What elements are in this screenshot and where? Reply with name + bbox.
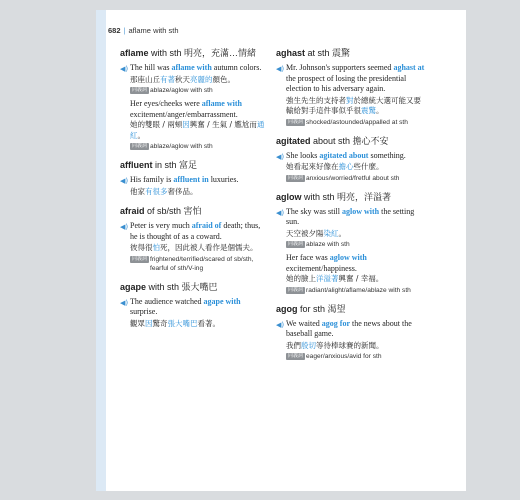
translation-text: 他家 — [130, 186, 145, 196]
similar-text: eager/anxious/avid for sth — [306, 353, 382, 360]
entry-headword — [276, 48, 426, 59]
example-keyword: agitated about — [319, 150, 369, 160]
example-sentence-2 — [276, 253, 426, 274]
example-keyword: aglow with — [342, 206, 380, 216]
headword: aghast — [276, 48, 306, 58]
headword-translation: 害怕 — [183, 206, 202, 216]
similar-text: anxious/worried/fretful about sth — [306, 174, 400, 182]
headword-pattern: of sb/sth — [144, 206, 184, 216]
example-sentence — [276, 319, 426, 340]
example-text: the prospect of losing the presidential election to his adversary again. — [286, 73, 407, 93]
headword: aglow — [276, 191, 302, 202]
dictionary-entry — [276, 304, 426, 362]
example-text: The hill was — [130, 63, 172, 72]
example-sentence-2 — [120, 99, 268, 120]
similar-expressions — [120, 86, 268, 95]
headword-pattern: with sth — [148, 48, 185, 58]
example-text: the news about the baseball game. — [286, 318, 412, 338]
headword-translation: 明亮，充滿…情緒 — [184, 48, 257, 58]
dictionary-entry — [276, 48, 426, 127]
speaker-icon[interactable]: ◀) — [120, 298, 129, 307]
example-sentence — [276, 63, 426, 95]
similar-badge: 同義詞 — [132, 143, 148, 149]
example-sentence — [120, 175, 268, 186]
translation-text: 強生先生的支持者 — [286, 95, 346, 105]
dictionary-page — [96, 10, 466, 491]
side-tab — [96, 10, 106, 491]
translation-text: 。 — [376, 106, 384, 115]
speaker-icon[interactable]: ◀) — [120, 223, 129, 231]
dictionary-entry — [276, 192, 426, 295]
dictionary-entry — [120, 206, 268, 273]
translation-keyword: 對 — [346, 95, 354, 105]
entry-headword — [120, 160, 268, 171]
translation-text: 那座山丘 — [130, 74, 160, 84]
example-keyword: affluent in — [173, 175, 209, 184]
headword-pattern: about sth — [310, 135, 353, 146]
translation-keyword: 通紅 — [130, 120, 265, 140]
similar-text: shocked/astounded/appalled at sth — [306, 118, 408, 126]
translation-text: 天空被夕陽 — [286, 228, 324, 238]
translation-text: 興奮 / 幸福。 — [338, 274, 384, 283]
translation — [276, 274, 426, 285]
translation-keyword: 殷切 — [301, 340, 316, 350]
example-text: The audience watched — [130, 296, 204, 306]
similar-badge: 同義詞 — [132, 255, 148, 262]
similar-text: radiant/alight/aflame/ablaze with sth — [306, 286, 411, 294]
speaker-icon[interactable]: ◀) — [120, 177, 129, 185]
similar-badge: 同義詞 — [288, 241, 304, 247]
speaker-icon[interactable]: ◀) — [276, 65, 285, 73]
headword-pattern: with sth — [146, 281, 182, 292]
headword: afraid — [120, 206, 145, 216]
headword-translation: 擔心不安 — [352, 135, 389, 146]
translation-text: 我們 — [286, 340, 301, 350]
dictionary-entry — [120, 160, 268, 197]
headword-translation: 震驚 — [332, 48, 351, 58]
translation-text: 。 — [338, 228, 346, 238]
translation — [276, 96, 426, 117]
example-keyword: agog for — [321, 318, 351, 328]
headword-translation: 張大嘴巴 — [181, 281, 218, 292]
similar-badge: 同義詞 — [288, 118, 304, 125]
translation-text: 興奮 / 生氣 / 尷尬而 — [189, 120, 257, 129]
example-keyword: aghast at — [393, 63, 425, 72]
example-text: autumn colors. — [211, 63, 262, 72]
similar-text: frightened/terrified/scared of sb/sth, fearful of sth/V-ing — [150, 255, 254, 272]
example-text: Her face was — [286, 253, 330, 262]
running-head: aflame with sth — [128, 26, 179, 35]
similar-badge: 同義詞 — [288, 286, 304, 293]
translation-keyword: 因 — [182, 120, 190, 129]
example-sentence — [276, 151, 426, 162]
translation-text: 於總統大選可能又要輸給對手這件事似乎很 — [286, 95, 421, 115]
similar-expressions — [120, 142, 268, 151]
translation-text: 些什麼。 — [353, 162, 384, 171]
similar-expressions — [276, 174, 426, 183]
entry-headword — [276, 192, 426, 203]
translation — [276, 162, 426, 173]
headword: agitated — [276, 135, 311, 146]
right-column — [276, 48, 426, 370]
example-sentence — [120, 221, 268, 242]
headword-pattern: at sth — [305, 48, 333, 58]
example-text: surprise. — [130, 307, 158, 316]
translation — [120, 319, 268, 330]
dictionary-entry — [276, 136, 426, 183]
headword-pattern: in sth — [152, 160, 180, 170]
speaker-icon[interactable]: ◀) — [276, 320, 285, 329]
translation-keyword: 有著 — [160, 74, 175, 84]
headword-translation: 明亮，洋溢著 — [337, 191, 392, 202]
similar-text: ablaze/aglow with sth — [150, 87, 213, 94]
example-sentence — [120, 63, 268, 74]
dictionary-entry — [120, 48, 268, 151]
example-text: death; thus, he is thought of as a coward. — [130, 221, 261, 241]
translation — [276, 229, 426, 240]
similar-expressions — [120, 255, 268, 273]
translation-keyword: 張大嘴巴 — [167, 318, 198, 328]
page-number: 682 — [108, 26, 121, 35]
translation-text: 觀眾 — [130, 318, 145, 328]
entry-headword — [120, 48, 268, 59]
similar-text: ablaze/aglow with sth — [150, 143, 213, 150]
translation — [120, 243, 268, 254]
translation-text: 她的臉上 — [286, 274, 316, 283]
translation-text: 看著。 — [197, 318, 220, 328]
translation-text: 秋天 — [175, 74, 190, 84]
example-text: Peter is very much — [130, 221, 192, 230]
entry-headword — [120, 282, 268, 293]
example-sentence — [276, 207, 426, 228]
translation-keyword: 震驚 — [361, 106, 376, 115]
header-divider: | — [123, 26, 126, 35]
similar-expressions — [276, 286, 426, 295]
headword: aflame — [120, 48, 149, 58]
translation-keyword: 洋溢著 — [316, 274, 339, 283]
example-text: Mr. Johnson's supporters seemed — [286, 63, 394, 72]
example-text: His family is — [130, 175, 174, 184]
example-keyword: aflame with — [171, 63, 212, 72]
entry-headword — [276, 304, 426, 315]
translation-keyword: 有很多 — [145, 186, 168, 196]
example-text: excitement/happiness. — [286, 263, 357, 273]
translation-text: 等待棒球賽的新聞。 — [316, 340, 384, 350]
example-text: The sky was still — [286, 206, 342, 216]
headword: agape — [120, 281, 147, 292]
left-column — [120, 48, 268, 338]
translation-text: 奢侈品。 — [167, 186, 198, 196]
translation — [276, 341, 426, 352]
translation-text: 驚奇 — [152, 318, 168, 328]
example-text: something. — [368, 150, 406, 160]
headword-translation: 渴望 — [327, 303, 346, 314]
translation-text: 她的雙眼 / 兩頰 — [130, 120, 183, 129]
translation-text: 死，因此被人看作是個懦夫。 — [160, 243, 258, 252]
translation-keyword: 亮麗的 — [190, 74, 213, 84]
translation — [120, 120, 268, 141]
translation-text: 她看起來好像在 — [286, 162, 339, 171]
example-sentence — [120, 297, 268, 318]
similar-expressions — [276, 118, 426, 127]
example-text: She looks — [286, 150, 320, 160]
headword-pattern: with sth — [301, 191, 338, 202]
translation-text: 顏色。 — [212, 74, 235, 84]
translation-keyword: 怕 — [152, 243, 160, 252]
translation-text: 彼得很 — [130, 243, 153, 252]
translation-keyword: 因 — [145, 318, 153, 328]
speaker-icon[interactable]: ◀) — [120, 65, 129, 73]
similar-expressions — [276, 240, 426, 249]
example-text: the setting sun. — [286, 206, 415, 226]
similar-badge: 同義詞 — [132, 87, 148, 93]
similar-badge: 同義詞 — [288, 174, 304, 181]
entry-headword — [120, 206, 268, 217]
speaker-icon[interactable]: ◀) — [276, 208, 285, 217]
example-text: luxuries. — [208, 175, 239, 184]
similar-expressions — [276, 352, 426, 361]
example-text: We waited — [286, 318, 322, 328]
speaker-icon[interactable]: ◀) — [276, 152, 285, 161]
example-keyword: agape with — [203, 296, 241, 306]
translation-keyword: 染紅 — [323, 228, 339, 238]
translation-text: 。 — [137, 130, 145, 140]
translation-keyword: 擔心 — [338, 162, 354, 171]
translation — [120, 75, 268, 86]
entry-headword — [276, 136, 426, 147]
page-header — [108, 26, 179, 35]
example-text: Her eyes/cheeks were — [130, 99, 202, 108]
example-keyword: afraid of — [191, 221, 222, 230]
translation — [120, 187, 268, 198]
headword: agog — [276, 303, 298, 314]
example-keyword: aglow with — [329, 253, 367, 262]
headword-pattern: for sth — [297, 303, 328, 314]
example-text: excitement/anger/embarrassment. — [130, 109, 238, 119]
similar-badge: 同義詞 — [288, 353, 304, 359]
headword: affluent — [120, 160, 153, 170]
example-keyword: aflame with — [201, 99, 242, 108]
headword-translation: 富足 — [179, 160, 198, 170]
similar-text: ablaze with sth — [306, 241, 350, 248]
dictionary-entry — [120, 282, 268, 330]
